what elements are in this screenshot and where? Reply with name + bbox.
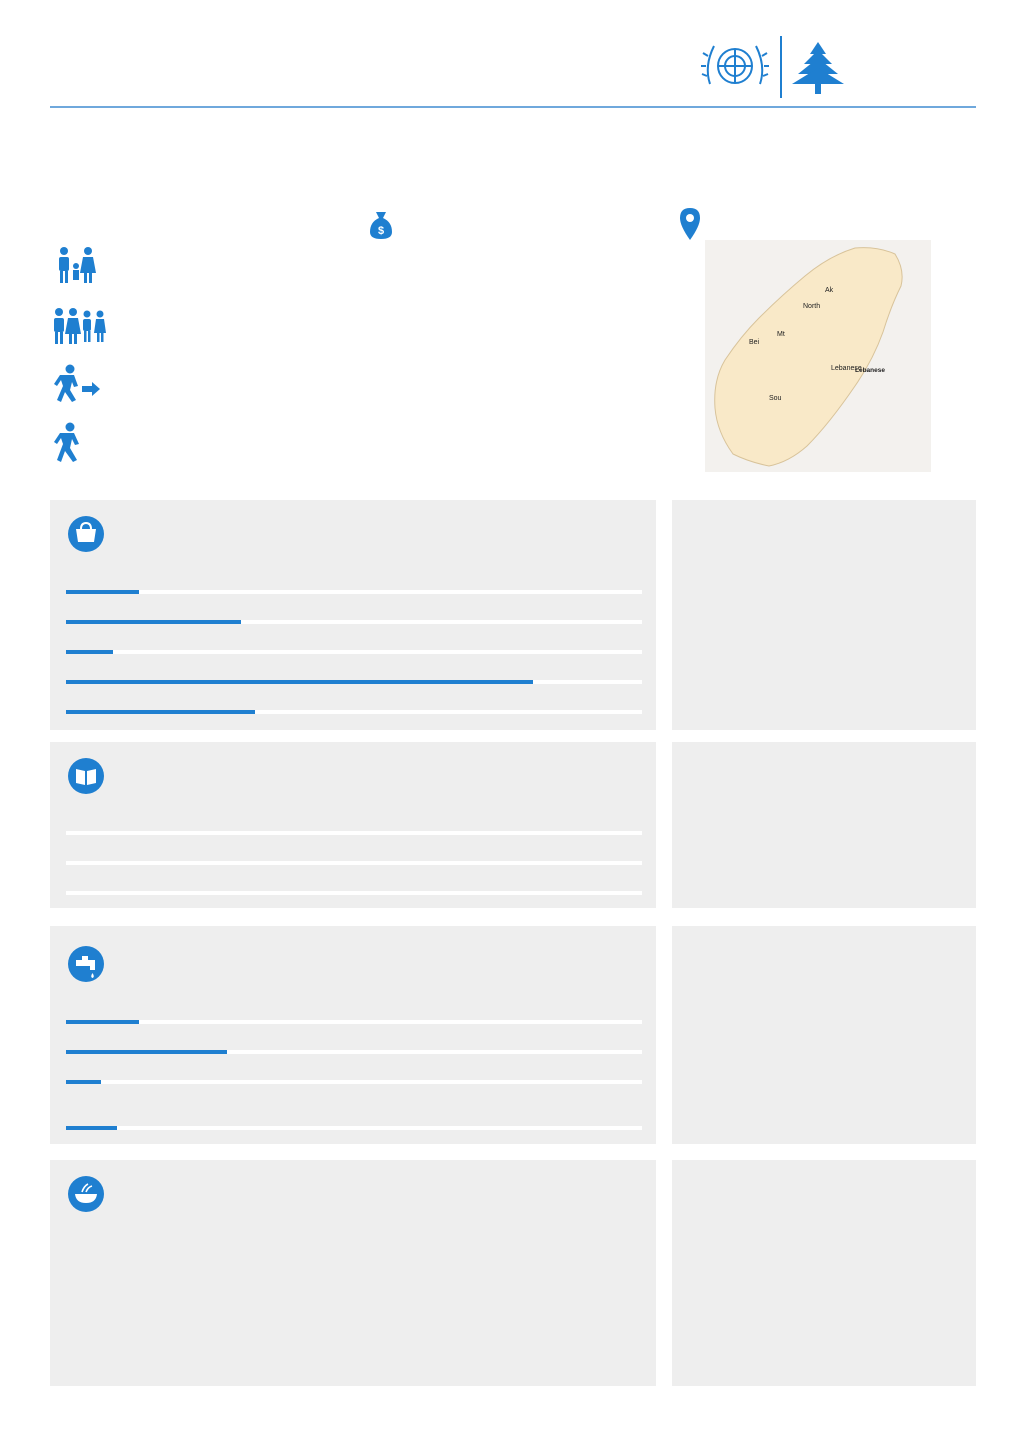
- education-side-panel: [672, 742, 976, 908]
- planning-item-in-need: [52, 306, 352, 352]
- progress-fill: [66, 710, 255, 714]
- progress-fill: [66, 1080, 101, 1084]
- indicator-row: [66, 865, 642, 895]
- svg-text:$: $: [377, 225, 385, 237]
- svg-text:Lebanese: Lebanese: [855, 367, 885, 374]
- logo-block: [700, 34, 980, 100]
- svg-text:Sou: Sou: [769, 395, 782, 402]
- indicator-row: [66, 564, 642, 594]
- map-pin-icon: [680, 208, 700, 240]
- vulnerability-map: [705, 240, 931, 472]
- indicator-row: [66, 1100, 642, 1130]
- indicator-row: [66, 594, 642, 624]
- progress-track: [66, 1126, 642, 1130]
- water-tap-icon: [68, 946, 104, 982]
- svg-text:Bei: Bei: [749, 339, 760, 346]
- cedar-icon: [790, 40, 846, 96]
- indicator-row: [66, 1024, 642, 1054]
- progress-track: [66, 1080, 642, 1084]
- displaced-person-icon: [52, 364, 102, 404]
- indicator-row: [66, 994, 642, 1024]
- water-access-bar-chart: [680, 980, 970, 1130]
- svg-text:North: North: [803, 303, 821, 310]
- family-icon: [52, 246, 102, 286]
- planning-item-displaced: [52, 364, 352, 410]
- food-security-panel: [50, 1160, 656, 1386]
- indicator-row: [66, 654, 642, 684]
- svg-text:Mt: Mt: [777, 331, 785, 338]
- indicator-row: [66, 1054, 642, 1084]
- indicator-row: [66, 835, 642, 865]
- indicator-row: [66, 684, 642, 714]
- logo-divider: [780, 36, 782, 98]
- svg-text:Lebanese: Lebanese: [831, 365, 862, 372]
- progress-fill: [66, 1126, 117, 1130]
- lebanon-map-image: [705, 240, 931, 472]
- indicator-row: [66, 805, 642, 835]
- indicator-row: [66, 624, 642, 654]
- progress-track: [66, 710, 642, 714]
- title-divider: [50, 106, 976, 108]
- education-icon: [68, 758, 104, 794]
- food-bowl-icon: [68, 1176, 104, 1212]
- svg-text:Ak: Ak: [825, 287, 834, 294]
- planning-item-palestinians: [52, 422, 352, 468]
- planning-item-population: [52, 246, 352, 292]
- walking-person-icon: [52, 422, 92, 464]
- progress-track: [66, 891, 642, 895]
- money-bag-icon: [368, 210, 394, 240]
- basic-assistance-icon: [68, 516, 104, 552]
- funding-bar-chart: [340, 262, 660, 467]
- un-emblem-icon: [700, 36, 770, 98]
- food-security-line-chart: [680, 1250, 970, 1380]
- group-people-icon: [52, 306, 108, 348]
- basic-side-panel: [672, 500, 976, 730]
